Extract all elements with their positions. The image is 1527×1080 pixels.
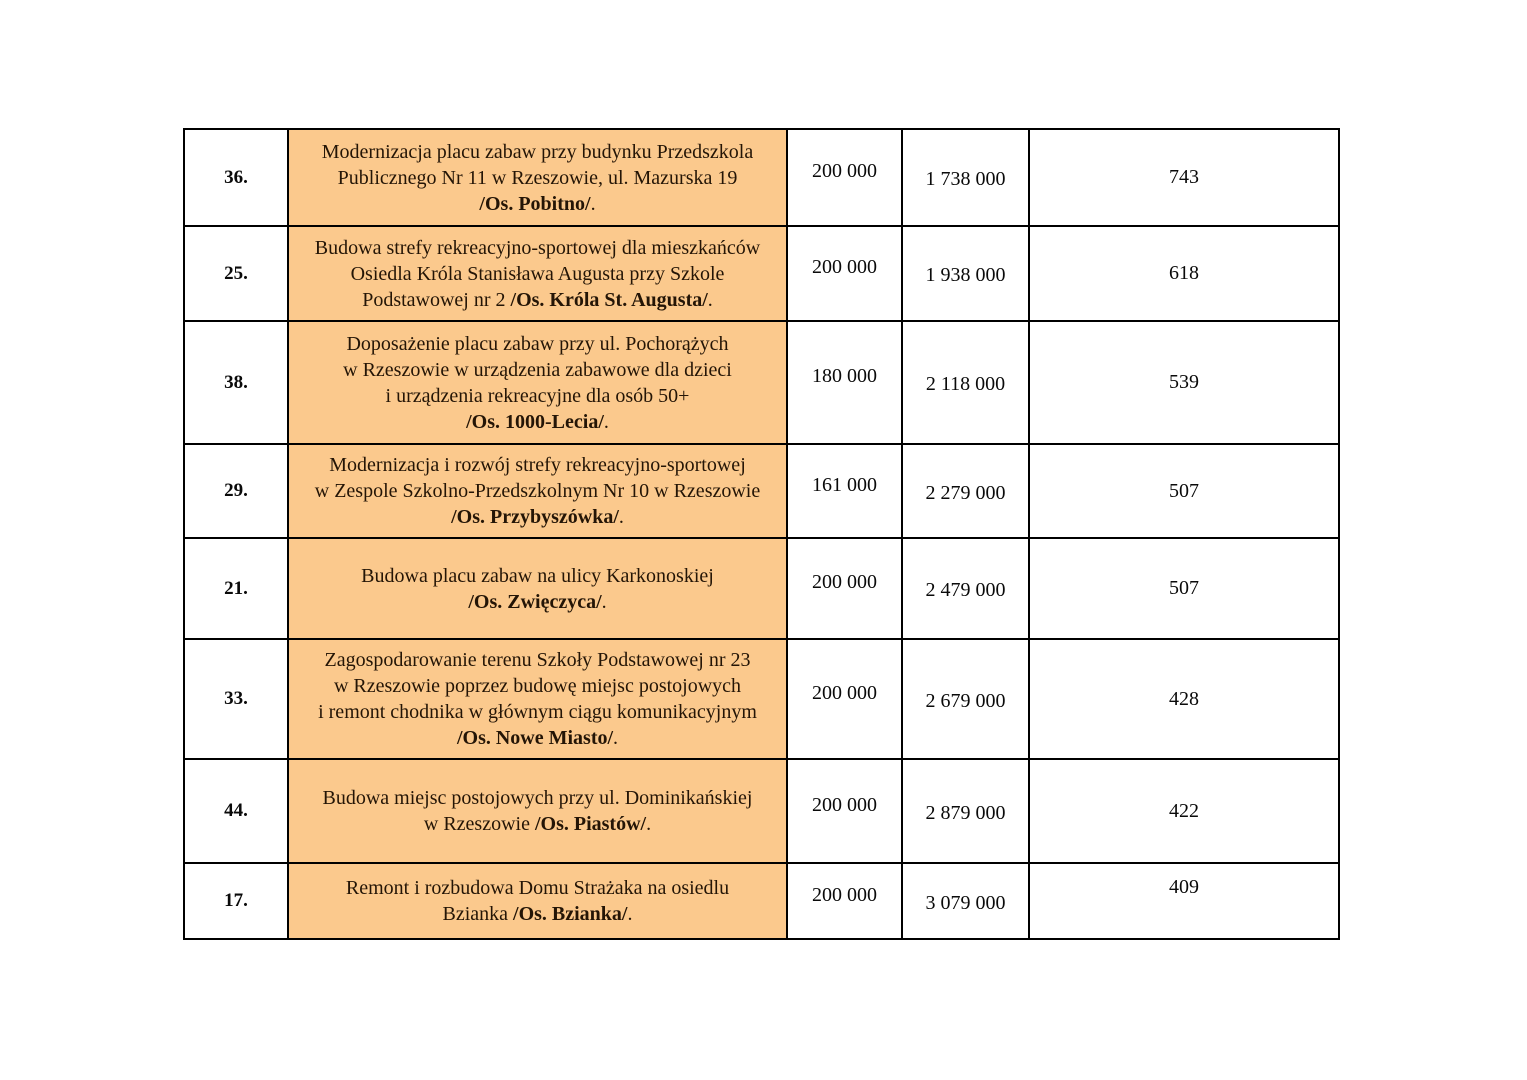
cumulative-cost: [902, 444, 1029, 538]
description-text: w Rzeszowie: [423, 813, 535, 835]
description-text: .: [627, 903, 633, 925]
project-cost-value: 200 000: [812, 571, 877, 593]
votes-count: [1029, 759, 1339, 863]
cumulative-cost: [902, 639, 1029, 759]
description-text: w Zespole Szkolno-Przedszkolnym Nr 10 w Rzeszowie: [314, 480, 761, 502]
project-number: 21.: [184, 538, 288, 639]
project-number: 25.: [184, 226, 288, 321]
description-text: .: [603, 410, 609, 433]
project-cost-value: 200 000: [812, 883, 877, 906]
votes-count: [1029, 538, 1339, 639]
description-text: i remont chodnika w głównym ciągu komunikacyjnym: [318, 701, 757, 723]
description-text: i urządzenia rekreacyjne dla osób 50+: [385, 384, 690, 407]
project-cost-value: 200 000: [812, 793, 877, 816]
votes-count-value: 507: [1169, 577, 1199, 599]
votes-count-value: 618: [1169, 262, 1199, 284]
description-text: w Rzeszowie poprzez budowę miejsc postojowych: [333, 675, 742, 697]
description-text: Budowa placu zabaw na ulicy Karkonoskiej: [361, 564, 714, 587]
description-text: .: [646, 813, 652, 835]
table-row: [184, 538, 1339, 639]
votes-count: [1029, 321, 1339, 444]
project-description: [288, 321, 787, 444]
project-cost-value: 200 000: [812, 681, 877, 704]
description-text: Modernizacja i rozwój strefy rekreacyjno-sportowej: [329, 454, 746, 476]
cumulative-cost-value: 2 879 000: [925, 801, 1006, 824]
description-text: Osiedla Króla Stanisława Augusta przy Szkole: [350, 262, 725, 285]
project-number: 38.: [184, 321, 288, 444]
project-number: 36.: [184, 129, 288, 226]
description-text: .: [613, 727, 619, 749]
district-label: /Os. Przybyszówka/: [451, 506, 619, 528]
votes-count-value: 507: [1169, 479, 1199, 502]
cumulative-cost: [902, 863, 1029, 939]
table-row: [184, 639, 1339, 759]
project-number: 17.: [184, 863, 288, 939]
cumulative-cost-value: 2 279 000: [925, 481, 1006, 504]
project-description: [288, 863, 787, 939]
description-text: Podstawowej nr 2: [362, 288, 511, 311]
cumulative-cost-value: 2 479 000: [925, 579, 1006, 601]
description-text: Modernizacja placu zabaw przy budynku Przedszkola: [321, 140, 754, 163]
district-label: /Os. Króla St. Augusta/: [510, 288, 708, 311]
votes-count: [1029, 863, 1339, 939]
description-text: Budowa miejsc postojowych przy ul. Dominikańskiej: [322, 787, 753, 809]
project-cost: [787, 129, 902, 226]
description-text: .: [618, 506, 624, 528]
table-row: [184, 226, 1339, 321]
project-cost-value: 180 000: [812, 365, 877, 387]
table-row: [184, 759, 1339, 863]
cumulative-cost-value: 2 118 000: [925, 373, 1006, 395]
project-description: [288, 444, 787, 538]
project-cost: [787, 226, 902, 321]
description-text: Budowa strefy rekreacyjno-sportowej dla mieszkańców: [314, 236, 761, 259]
district-label: /Os. Piastów/: [534, 813, 647, 835]
district-label: /Os. Pobitno/: [479, 192, 591, 215]
project-number: 29.: [184, 444, 288, 538]
description-text: .: [707, 288, 713, 311]
votes-count-value: 422: [1169, 799, 1199, 822]
description-text: Publicznego Nr 11 w Rzeszowie, ul. Mazurska 19: [337, 166, 738, 189]
project-number: 44.: [184, 759, 288, 863]
district-label: /Os. Bzianka/: [513, 903, 628, 925]
votes-count: [1029, 639, 1339, 759]
votes-count: [1029, 226, 1339, 321]
description-text: w Rzeszowie w urządzenia zabawowe dla dzieci: [343, 358, 732, 381]
project-cost: [787, 863, 902, 939]
cumulative-cost: [902, 538, 1029, 639]
votes-count: [1029, 444, 1339, 538]
district-label: /Os. Nowe Miasto/: [456, 727, 614, 749]
project-number: 33.: [184, 639, 288, 759]
project-description: [288, 759, 787, 863]
budget-table-container: [183, 128, 1340, 940]
project-cost: [787, 321, 902, 444]
project-cost-value: 200 000: [812, 160, 877, 182]
district-label: /Os. 1000-Lecia/: [466, 410, 604, 433]
cumulative-cost-value: 1 938 000: [925, 264, 1006, 286]
project-cost: [787, 444, 902, 538]
cumulative-cost-value: 2 679 000: [925, 689, 1006, 712]
cumulative-cost-value: 1 738 000: [925, 168, 1006, 190]
cumulative-cost: [902, 226, 1029, 321]
project-description: [288, 639, 787, 759]
description-text: Bzianka: [442, 903, 514, 925]
table-row: [184, 863, 1339, 939]
description-text: Remont i rozbudowa Domu Strażaka na osiedlu: [345, 877, 730, 899]
votes-count: [1029, 129, 1339, 226]
project-description: [288, 538, 787, 639]
votes-count-value: 743: [1169, 166, 1199, 188]
description-text: Doposażenie placu zabaw przy ul. Pochorążych: [346, 332, 729, 355]
project-description: [288, 226, 787, 321]
description-text: .: [601, 590, 607, 613]
votes-count-value: 428: [1169, 687, 1199, 710]
table-row: [184, 444, 1339, 538]
votes-count-value: 539: [1169, 371, 1199, 393]
district-label: /Os. Zwięczyca/: [468, 590, 602, 613]
cumulative-cost: [902, 759, 1029, 863]
project-cost-value: 161 000: [812, 473, 877, 496]
description-text: Zagospodarowanie terenu Szkoły Podstawowej nr 23: [324, 649, 751, 671]
table-row: [184, 321, 1339, 444]
budget-projects-table: [183, 128, 1340, 940]
cumulative-cost-value: 3 079 000: [925, 891, 1006, 914]
cumulative-cost: [902, 321, 1029, 444]
table-row: [184, 129, 1339, 226]
description-text: .: [590, 192, 596, 215]
project-description: [288, 129, 787, 226]
votes-count-value: 409: [1169, 875, 1199, 898]
project-cost-value: 200 000: [812, 256, 877, 278]
project-cost: [787, 639, 902, 759]
cumulative-cost: [902, 129, 1029, 226]
project-cost: [787, 538, 902, 639]
project-cost: [787, 759, 902, 863]
